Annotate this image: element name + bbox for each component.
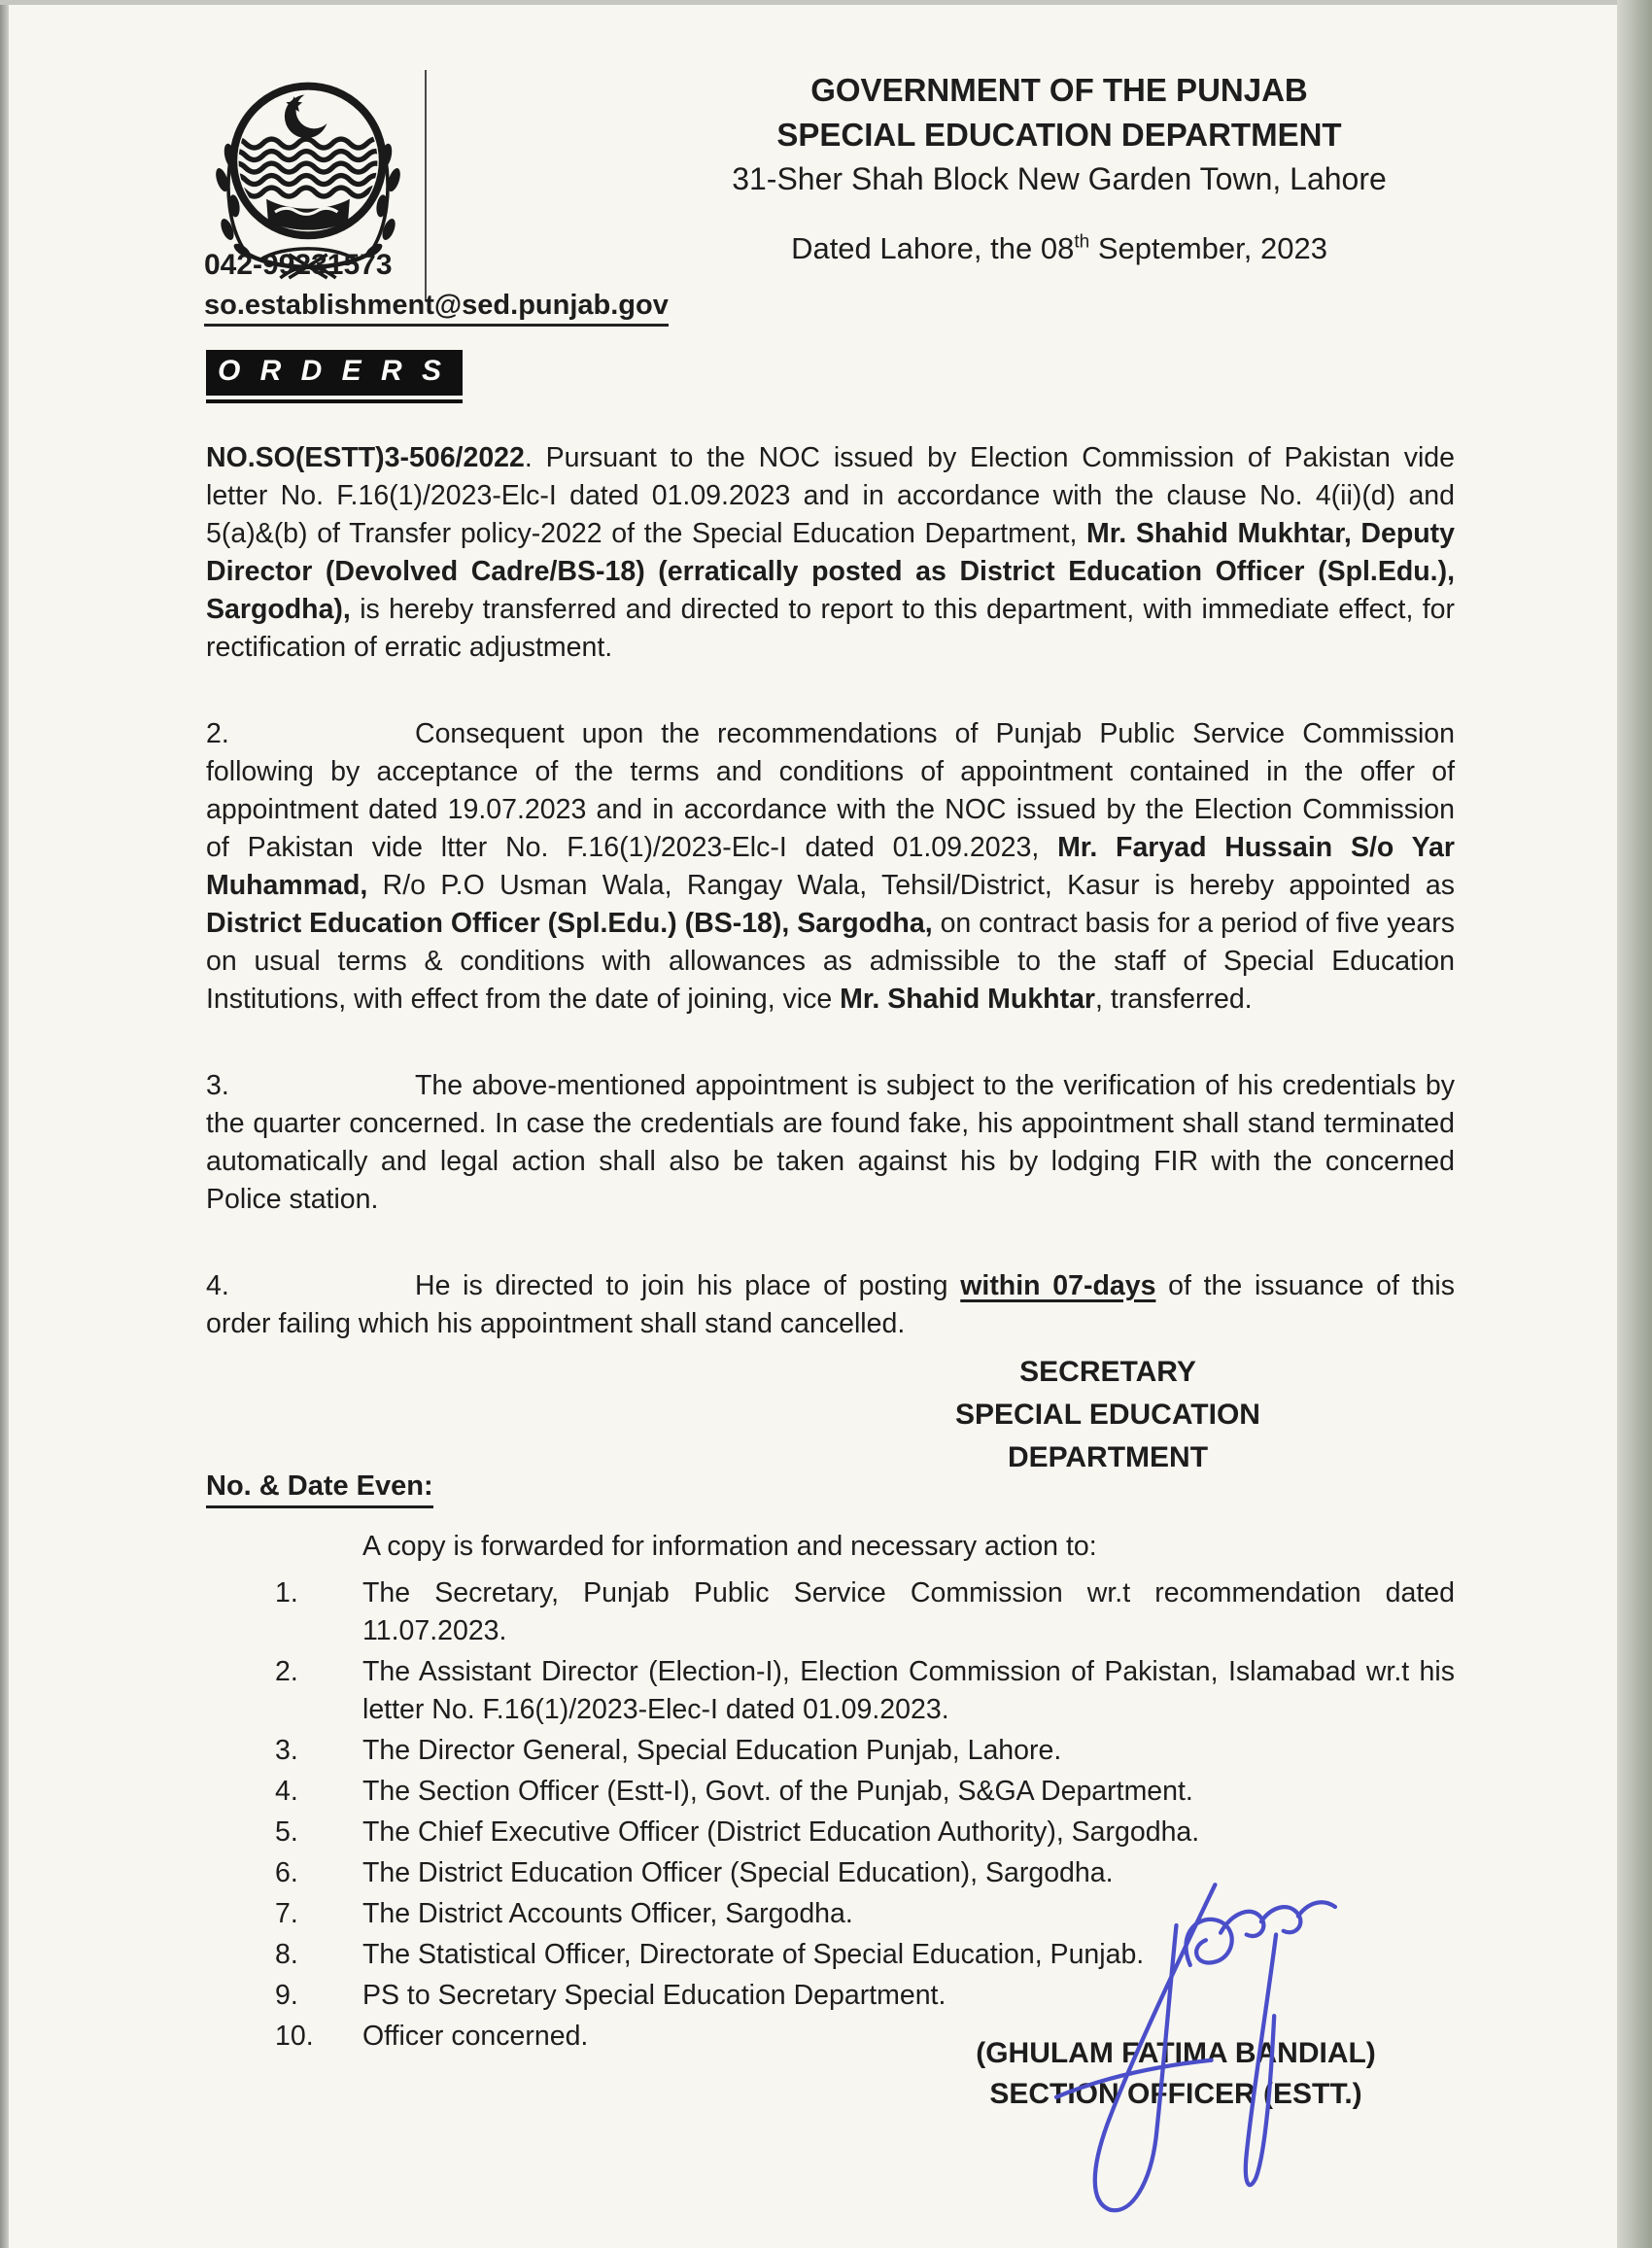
- order-body: [206, 439, 1455, 1343]
- header-divider: [425, 70, 427, 301]
- text-segment: NO.SO(ESTT)3-506/2022: [206, 442, 525, 473]
- text-segment: , transferred.: [1095, 984, 1253, 1015]
- text-segment: R/o P.O Usman Wala, Rangay Wala, Tehsil/District, Kasur is hereby appointed as: [367, 870, 1455, 901]
- list-item-number: 10.: [275, 2021, 314, 2052]
- text-segment: Mr. Shahid Mukhtar: [840, 984, 1096, 1015]
- scan-edge-top: [0, 0, 1652, 5]
- distribution-intro: A copy is forwarded for information and necessary action to:: [362, 1531, 1097, 1562]
- dept-title: SPECIAL EDUCATION DEPARTMENT: [776, 117, 1342, 153]
- date-ordinal: th: [1074, 231, 1090, 253]
- list-item-text: The District Accounts Officer, Sargodha.: [362, 1898, 853, 1929]
- paragraph-1: [206, 439, 1455, 667]
- list-item-text: The Chief Executive Officer (District Education Authority), Sargodha.: [362, 1816, 1200, 1848]
- list-item-number: 8.: [275, 1939, 298, 1970]
- signatory-line-1: SECRETARY: [1019, 1356, 1196, 1388]
- text-segment: Mr. Faryad Hussain S/o Yar Muhammad,: [206, 832, 1455, 901]
- list-item: [275, 1653, 1455, 1729]
- text-segment: . Pursuant to the NOC issued by Election Commission of Pakistan vide letter No. F.16(1)/2023-Elc-I dated 01.09.2023 and in accordance with the clause No. 4(ii)(d) and 5(a)&(b) of Transfer policy-2022 of the Special Education Department,: [206, 442, 1455, 549]
- list-item-number: 4.: [275, 1776, 298, 1807]
- paragraph-4: [206, 1267, 1455, 1343]
- phone-number: 042-99231573: [204, 249, 393, 281]
- scan-edge-left: [0, 0, 9, 2248]
- list-item-number: 6.: [275, 1857, 298, 1888]
- list-item-text: The Statistical Officer, Directorate of Special Education, Punjab.: [362, 1939, 1145, 1970]
- paragraph-3-number: 3.: [206, 1070, 229, 1101]
- email-address: so.establishment@sed.punjab.gov: [204, 290, 669, 327]
- orders-heading-label: O R D E R S: [206, 350, 463, 396]
- date-prefix: Dated Lahore, the 08: [791, 231, 1075, 265]
- letter-date: [671, 231, 1448, 266]
- paragraph-2-number: 2.: [206, 718, 229, 749]
- paragraph-4-number: 4.: [206, 1270, 229, 1301]
- text-segment: Consequent upon the recommendations of Punjab Public Service Commission following by acceptance of the terms and conditions of appointment contained in the offer of appointment dated 19.07.2023 and in accordance with the NOC issued by the Election Commission of Pakistan vide ltter No. F.16(1)/2023-Elc-I dated 01.09.2023,: [206, 718, 1455, 863]
- org-title: GOVERNMENT OF THE PUNJAB: [810, 72, 1308, 108]
- list-item-text: The District Education Officer (Special Education), Sargodha.: [362, 1857, 1114, 1888]
- list-item-text: PS to Secretary Special Education Department.: [362, 1980, 946, 2011]
- list-item-number: 5.: [275, 1816, 298, 1848]
- signatory-title: SECTION OFFICER (ESTT.): [989, 2078, 1362, 2110]
- paragraph-3: [206, 1067, 1455, 1219]
- signatory-name: (GHULAM FATIMA BANDIAL): [976, 2037, 1376, 2069]
- list-item: [275, 1574, 1455, 1650]
- handwritten-signature: [1001, 1868, 1370, 2242]
- list-item-number: 7.: [275, 1898, 298, 1929]
- signatory-line-2: SPECIAL EDUCATION: [955, 1399, 1260, 1431]
- signatory-line-3: DEPARTMENT: [1007, 1441, 1209, 1473]
- list-item-number: 9.: [275, 1980, 298, 2011]
- date-suffix: September, 2023: [1089, 231, 1327, 265]
- dept-address: 31-Sher Shah Block New Garden Town, Lahore: [732, 161, 1387, 196]
- list-item: [275, 1814, 1455, 1851]
- list-item: [275, 1773, 1455, 1811]
- text-segment: Mr. Shahid Mukhtar, Deputy Director (Devolved Cadre/BS-18) (erratically posted as District Education Officer (Spl.Edu.), Sargodha),: [206, 518, 1455, 625]
- list-item-number: 1.: [275, 1577, 298, 1608]
- text-segment: on contract basis for a period of five years on usual terms & conditions with allowances as admissible to the staff of Special Education Institutions, with effect from the date of joining, vice: [206, 908, 1455, 1015]
- list-item-text: The Director General, Special Education Punjab, Lahore.: [362, 1735, 1062, 1766]
- list-item-text: The Section Officer (Estt-I), Govt. of the Punjab, S&GA Department.: [362, 1776, 1193, 1807]
- reference-line: No. & Date Even:: [206, 1470, 433, 1508]
- text-segment: of the issuance of this order failing which his appointment shall stand cancelled.: [206, 1270, 1455, 1339]
- list-item-text: The Secretary, Punjab Public Service Commission wr.t recommendation dated 11.07.2023.: [362, 1577, 1455, 1646]
- scan-edge-right: [1617, 0, 1652, 2248]
- list-item-text: The Assistant Director (Election-I), Election Commission of Pakistan, Islamabad wr.t his letter No. F.16(1)/2023-Elec-I dated 01.09.2023.: [362, 1656, 1455, 1725]
- text-segment: within 07-days: [960, 1270, 1156, 1301]
- list-item: [275, 1732, 1455, 1770]
- list-item-number: 3.: [275, 1735, 298, 1766]
- letterhead: [671, 68, 1448, 266]
- text-segment: He is directed to join his place of posting: [415, 1270, 961, 1301]
- signatory-designation: [933, 1351, 1283, 1479]
- text-segment: District Education Officer (Spl.Edu.) (BS-18), Sargodha,: [206, 908, 933, 939]
- paragraph-2: [206, 715, 1455, 1019]
- list-item-number: 2.: [275, 1656, 298, 1687]
- text-segment: is hereby transferred and directed to report to this department, with immediate effect, for rectification of erratic adjustment.: [206, 594, 1455, 663]
- orders-heading: [206, 350, 463, 403]
- orders-heading-underline: [206, 399, 463, 403]
- text-segment: The above-mentioned appointment is subject to the verification of his credentials by the quarter concerned. In case the credentials are found fake, his appointment shall stand terminated automatically and legal action shall also be taken against his by lodging FIR with the concerned Police station.: [206, 1070, 1455, 1215]
- list-item-text: Officer concerned.: [362, 2021, 589, 2052]
